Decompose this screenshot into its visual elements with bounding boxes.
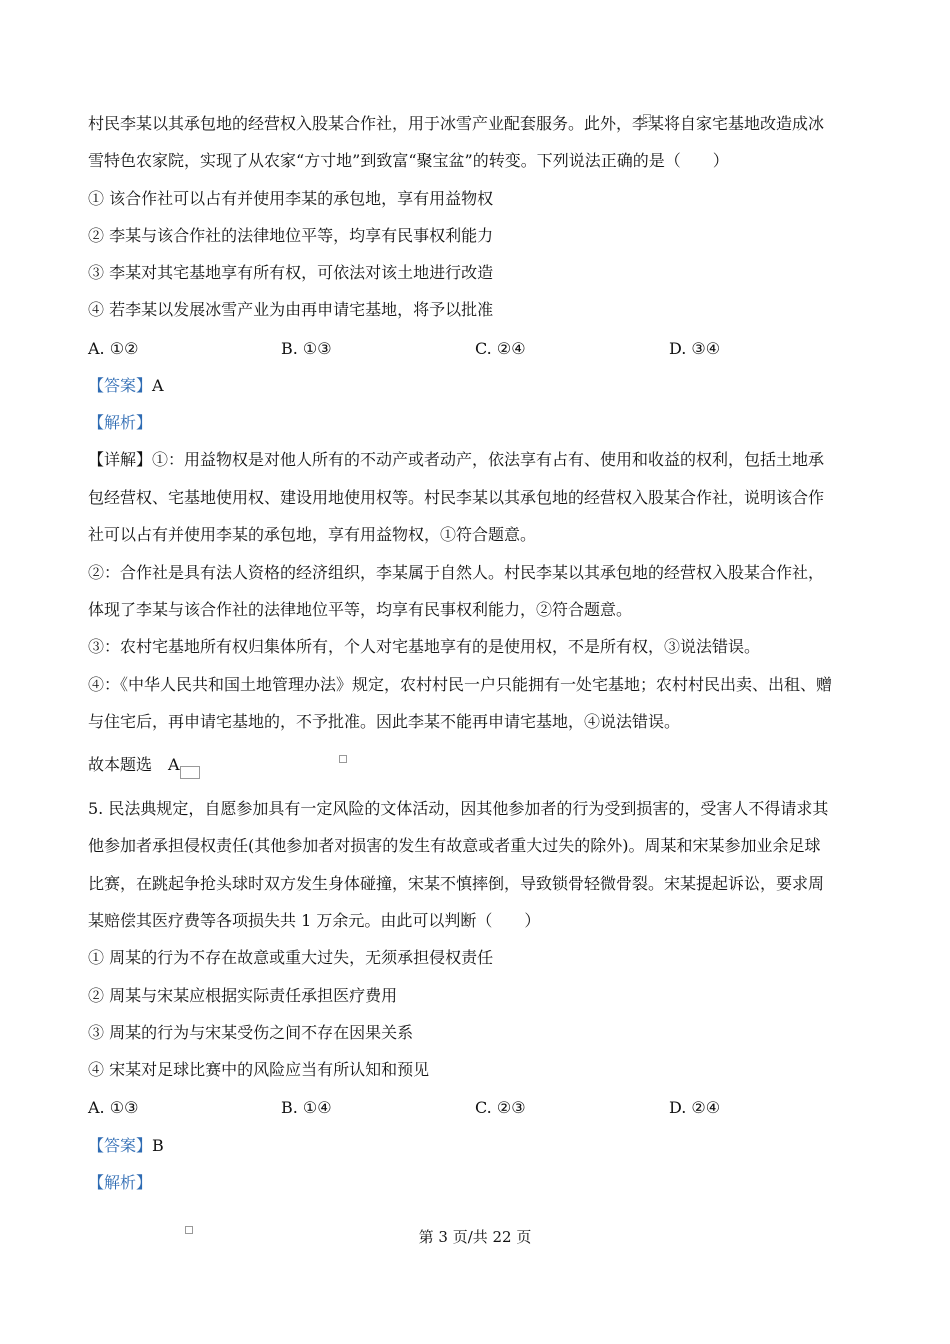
q4-option-c: C. ②④ [475, 339, 526, 358]
q4-stem-line-2: 雪特色农家院，实现了从农家“方寸地”到致富“聚宝盆”的转变。下列说法正确的是（ ） [88, 151, 729, 170]
page-footer: 第 3 页/共 22 页 [418, 1228, 532, 1246]
small-square-icon [643, 114, 651, 122]
q5-option-b: B. ①④ [281, 1098, 332, 1117]
q5-stem-line-1: 5. 民法典规定，自愿参加具有一定风险的文体活动，因其他参加者的行为受到损害的，受害人不得请求其 [88, 799, 829, 818]
q4-item-4: ④ 若李某以发展冰雪产业为由再申请宅基地，将予以批准 [88, 300, 494, 319]
q5-answer [88, 1136, 164, 1156]
q5-analysis-tag: 【解析】 [88, 1173, 153, 1192]
q4-detail-line-4: ②：合作社是具有法人资格的经济组织，李某属于自然人。村民李某以其承包地的经营权入股某合作社， [88, 563, 825, 582]
q4-option-d: D. ③④ [669, 339, 721, 358]
q5-stem-line-2: 他参加者承担侵权责任(其他参加者对损害的发生有故意或者重大过失的除外)。周某和宋某参加业余足球 [88, 836, 821, 855]
detail-text: ①：用益物权是对他人所有的不动产或者动产，依法享有占有、使用和收益的权利，包括土地承 [152, 450, 825, 469]
q4-answer [88, 376, 164, 396]
q4-item-2: ② 李某与该合作社的法律地位平等，均享有民事权利能力 [88, 226, 494, 245]
small-square-icon [339, 755, 347, 763]
q4-item-3: ③ 李某对其宅基地享有所有权，可依法对该土地进行改造 [88, 263, 494, 282]
q5-option-d: D. ②④ [669, 1098, 721, 1117]
detail-tag: 【详解】 [88, 450, 153, 469]
q5-item-3: ③ 周某的行为与宋某受伤之间不存在因果关系 [88, 1023, 414, 1042]
q4-conclusion: 故本题选 A [88, 755, 180, 774]
q5-stem-line-3: 比赛，在跳起争抢头球时双方发生身体碰撞，宋某不慎摔倒，导致锁骨轻微骨裂。宋某提起诉讼，要求周 [88, 874, 825, 893]
q5-option-a: A. ①③ [88, 1098, 139, 1117]
q5-stem-line-4: 某赔偿其医疗费等各项损失共 1 万余元。由此可以判断（ ） [88, 911, 541, 930]
answer-value: B [152, 1136, 164, 1155]
q4-detail-line-1 [88, 450, 824, 470]
answer-tag: 【答案】 [88, 376, 153, 395]
q4-stem-line-1: 村民李某以其承包地的经营权入股某合作社，用于冰雪产业配套服务。此外，李某将自家宅基地改造成冰 [88, 114, 825, 133]
q4-detail-line-5: 体现了李某与该合作社的法律地位平等，均享有民事权利能力，②符合题意。 [88, 600, 633, 619]
q4-option-b: B. ①③ [281, 339, 332, 358]
q4-detail-line-3: 社可以占有并使用李某的承包地，享有用益物权，①符合题意。 [88, 525, 537, 544]
placeholder-box-icon [180, 766, 200, 779]
q5-item-4: ④ 宋某对足球比赛中的风险应当有所认知和预见 [88, 1060, 430, 1079]
q4-analysis-tag: 【解析】 [88, 413, 153, 432]
answer-tag: 【答案】 [88, 1136, 153, 1155]
answer-value: A [152, 376, 164, 395]
q5-option-c: C. ②③ [475, 1098, 526, 1117]
q4-detail-line-6: ③：农村宅基地所有权归集体所有，个人对宅基地享有的是使用权，不是所有权，③说法错误。 [88, 637, 761, 656]
q4-option-a: A. ①② [88, 339, 139, 358]
q4-detail-line-2: 包经营权、宅基地使用权、建设用地使用权等。村民李某以其承包地的经营权入股某合作社，说明该合作 [88, 488, 825, 507]
q4-detail-line-7: ④：《中华人民共和国土地管理办法》规定，农村村民一户只能拥有一处宅基地；农村村民出卖、出租、赠 [88, 675, 833, 694]
q4-detail-line-8: 与住宅后，再申请宅基地的，不予批准。因此李某不能再申请宅基地，④说法错误。 [88, 712, 681, 731]
q5-item-1: ① 周某的行为不存在故意或重大过失，无须承担侵权责任 [88, 948, 494, 967]
q5-item-2: ② 周某与宋某应根据实际责任承担医疗费用 [88, 986, 398, 1005]
q4-item-1: ① 该合作社可以占有并使用李某的承包地，享有用益物权 [88, 189, 494, 208]
